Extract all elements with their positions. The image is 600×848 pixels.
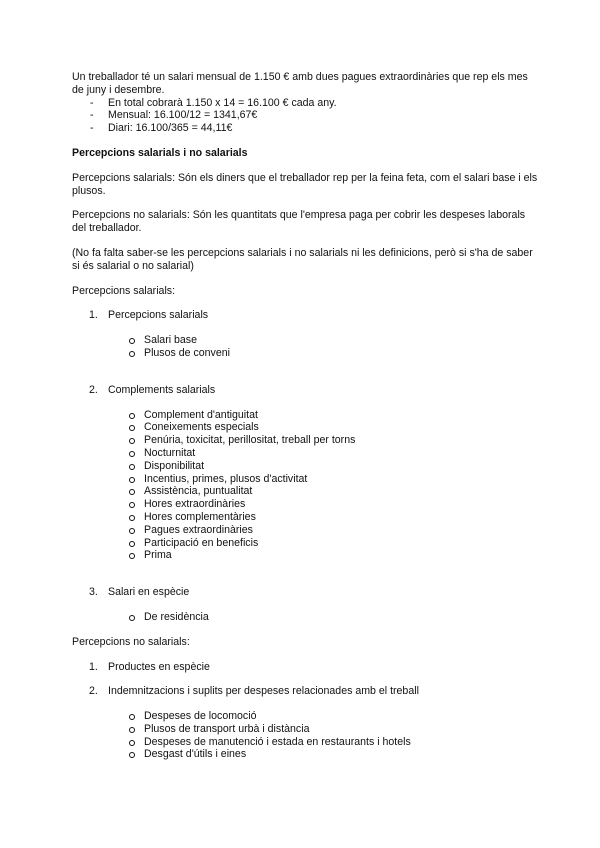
sub-item-text: Pagues extraordinàries	[144, 523, 253, 536]
circle-bullet-icon	[129, 413, 135, 419]
list-number: 3.	[89, 586, 98, 599]
no-salarials-group	[72, 661, 542, 674]
group-label: Percepcions salarials	[108, 309, 209, 322]
sub-list-item	[108, 611, 542, 624]
sub-item-text: Incentius, primes, plusos d'activitat	[144, 472, 308, 485]
sub-item-text: Nocturnitat	[144, 446, 196, 459]
sub-list-item	[108, 434, 542, 447]
sub-list	[108, 710, 542, 761]
group-label: Complements salarials	[108, 383, 216, 396]
intro-paragraph: Un treballador té un salari mensual de 1.150 € amb dues pagues extraordinàries que rep els mes de juny i desembre.	[72, 71, 528, 96]
salarials-list	[72, 309, 542, 623]
sub-list	[108, 334, 542, 360]
sub-list-item	[108, 748, 542, 761]
circle-bullet-icon	[129, 727, 135, 733]
sub-item-text: Hores extraordinàries	[144, 498, 246, 511]
list-number: 2.	[89, 383, 98, 396]
list-number: 2.	[89, 685, 98, 698]
list-number: 1.	[89, 660, 98, 673]
no-salarials-list	[72, 661, 542, 762]
group-label: Salari en espècie	[108, 586, 190, 599]
sub-item-text: Plusos de conveni	[144, 346, 230, 359]
salarials-group	[72, 309, 542, 371]
sub-list-item	[108, 347, 542, 360]
intro-list-item: - En total cobrarà 1.150 x 14 = 16.100 € cada any.	[72, 97, 542, 110]
circle-bullet-icon	[129, 438, 135, 444]
document-page	[72, 71, 542, 761]
circle-bullet-icon	[129, 515, 135, 521]
circle-bullet-icon	[129, 541, 135, 547]
circle-bullet-icon	[129, 451, 135, 457]
sub-list-item	[108, 421, 542, 434]
circle-bullet-icon	[129, 553, 135, 559]
sub-item-text: Plusos de transport urbà i distància	[144, 722, 310, 735]
definition-salarials: Percepcions salarials: Són els diners que el treballador rep per la feina feta, com el salari base i els plusos.	[72, 171, 538, 197]
sub-item-text: Assistència, puntualitat	[144, 485, 253, 498]
sub-list-item	[108, 511, 542, 524]
sub-list-item	[108, 736, 542, 749]
sub-list-item	[108, 723, 542, 736]
circle-bullet-icon	[129, 351, 135, 357]
intro-list-item: - Diari: 16.100/365 = 44,11€	[72, 122, 542, 135]
sub-item-text: Salari base	[144, 334, 197, 347]
sub-item-text: Coneixements especials	[144, 421, 259, 434]
definition-no-salarials: Percepcions no salarials: Són les quantitats que l'empresa paga per cobrir les despeses laborals del treballador.	[72, 209, 526, 235]
salarials-title: Percepcions salarials:	[72, 284, 176, 297]
sub-item-text: Prima	[144, 549, 172, 562]
circle-bullet-icon	[129, 338, 135, 344]
intro-list	[72, 97, 542, 135]
no-salarials-title: Percepcions no salarials:	[72, 635, 190, 648]
circle-bullet-icon	[129, 464, 135, 470]
sub-item-text: Hores complementàries	[144, 510, 256, 523]
sub-list-item	[108, 334, 542, 347]
sub-item-text: Participació en beneficis	[144, 536, 259, 549]
sub-item-text: Penúria, toxicitat, perillositat, treball per torns	[144, 434, 356, 447]
group-label: Indemnitzacions i suplits per despeses relacionades amb el treball	[108, 685, 419, 698]
sub-list-item	[108, 447, 542, 460]
no-salarials-group	[72, 685, 542, 761]
sub-list-item	[108, 473, 542, 486]
salarials-group	[72, 586, 542, 624]
sub-list-item	[108, 549, 542, 562]
sub-list-item	[108, 537, 542, 550]
sub-list-item	[108, 460, 542, 473]
sub-item-text: Disponibilitat	[144, 459, 205, 472]
intro-list-item: - Mensual: 16.100/12 = 1341,67€	[72, 109, 542, 122]
circle-bullet-icon	[129, 752, 135, 758]
section-title: Percepcions salarials i no salarials	[72, 146, 248, 159]
sub-list	[108, 409, 542, 563]
sub-list-item	[108, 498, 542, 511]
circle-bullet-icon	[129, 714, 135, 720]
circle-bullet-icon	[129, 740, 135, 746]
circle-bullet-icon	[129, 615, 135, 621]
sub-list	[108, 611, 542, 624]
salarials-group	[72, 384, 542, 574]
sub-list-item	[108, 524, 542, 537]
circle-bullet-icon	[129, 425, 135, 431]
sub-list-item	[108, 710, 542, 723]
group-label: Productes en espècie	[108, 660, 210, 673]
circle-bullet-icon	[129, 489, 135, 495]
sub-item-text: Desgast d'útils i eines	[144, 748, 247, 761]
note-paragraph: (No fa falta saber-se les percepcions salarials i no salarials ni les definicions, però si s'ha de saber si és salarial o no salarial)	[72, 246, 533, 272]
list-number: 1.	[89, 309, 98, 322]
sub-item-text: Despeses de locomoció	[144, 710, 257, 723]
sub-list-item	[108, 485, 542, 498]
circle-bullet-icon	[129, 528, 135, 534]
circle-bullet-icon	[129, 502, 135, 508]
sub-item-text: Complement d'antiguitat	[144, 408, 258, 421]
sub-item-text: De residència	[144, 610, 209, 623]
sub-item-text: Despeses de manutenció i estada en restaurants i hotels	[144, 735, 411, 748]
sub-list-item	[108, 409, 542, 422]
circle-bullet-icon	[129, 477, 135, 483]
